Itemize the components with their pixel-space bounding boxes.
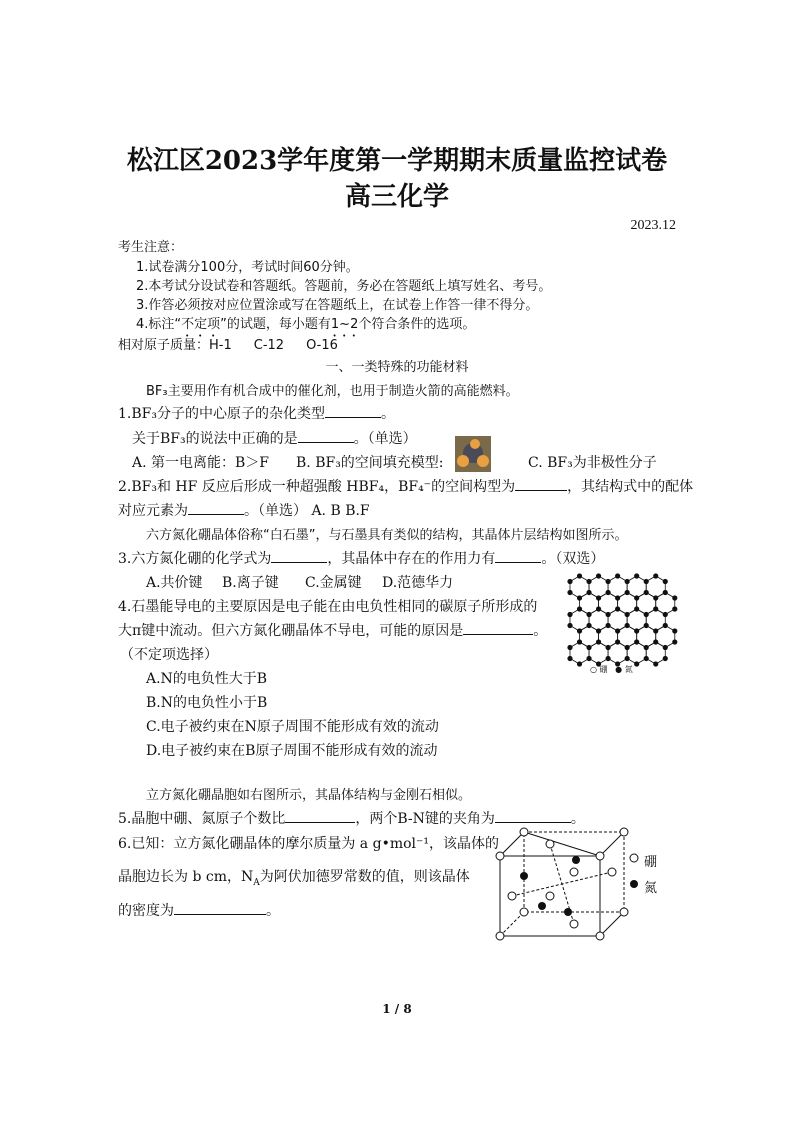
hex-lattice-atom (615, 574, 619, 578)
answer-blank (174, 902, 266, 915)
hex-lattice-ring (580, 626, 599, 648)
hex-lattice-ring (570, 642, 589, 664)
hex-lattice-atom (654, 662, 658, 666)
cubic-bn-unit-cell-diagram (494, 826, 666, 942)
emphasis-text: 不定项 (181, 317, 221, 332)
notice-heading: 考生注意： (118, 240, 184, 255)
question-6-line1: 6.已知：立方氮化硼晶体的摩尔质量为 a g•mol⁻¹，该晶体的 (118, 836, 500, 852)
hex-lattice-ring (627, 642, 646, 664)
question-4-line1: 4.石墨能导电的主要原因是电子能在由电负性相同的碳原子所形成的 (118, 599, 538, 615)
q4-option-a: A.N的电负性大于B (146, 671, 268, 687)
hexagonal-bn-layer-diagram (562, 566, 680, 678)
question-2-line1: 2.BF₃和 HF 反应后形成一种超强酸 HBF₄，BF₄⁻的空间构型为 ，其结构式中的配体 (118, 479, 694, 495)
question-1: 1.BF₃分子的中心原子的杂化类型 。 (118, 406, 395, 422)
q3-option-b: B.离子键 (222, 575, 279, 591)
hex-lattice-ring (608, 609, 627, 631)
answer-blank (285, 810, 355, 823)
bf3-space-filling-model-image (455, 436, 491, 472)
q3-option-a: A.共价键 (146, 575, 203, 591)
hex-lattice-atom (634, 574, 638, 578)
question-4-line2: 大π键中流动。但六方氮化硼晶体不导电，可能的原因是 。 (118, 623, 548, 639)
question-1b: 关于BF₃的说法中正确的是 。（单选） (132, 431, 417, 447)
question-2-line2: 对应元素为 。（单选） A. B B.F (118, 503, 370, 519)
notice-item-2: 2.本考试分设试卷和答题纸。答题前，务必在答题纸上填写姓名、考号。 (136, 279, 552, 294)
hex-lattice-atom (654, 574, 658, 578)
hex-lattice-atom (673, 596, 677, 600)
exam-date: 2023.12 (630, 218, 676, 233)
cube-legend-nitrogen: 氮 (644, 881, 658, 896)
section-intro-2: 六方氮化硼晶体俗称“白石墨”，与石墨具有类似的结构，其晶体片层结构如图所示。 (146, 528, 628, 543)
hex-lattice-ring (627, 609, 646, 631)
hex-lattice-ring (599, 626, 618, 648)
notice-item-4: 4.标注“不定项”的试题，每小题有1~2个符合条件的选项。 (136, 317, 476, 332)
answer-blank (298, 430, 354, 443)
answer-blank (515, 478, 567, 491)
hex-lattice-ring (656, 593, 675, 615)
hex-lattice-atom (577, 662, 581, 666)
hex-lattice-atom (663, 579, 667, 583)
notice-item-3: 3.作答必须按对应位置涂或写在答题纸上，在试卷上作答一律不得分。 (136, 298, 539, 313)
hex-lattice-atom (568, 579, 572, 583)
q4-option-c: C.电子被约束在N原子周围不能形成有效的流动 (146, 719, 439, 735)
hex-lattice-atom (673, 607, 677, 611)
question-3: 3.六方氮化硼的化学式为 ，其晶体中存在的作用力有 。（双选） (118, 551, 605, 567)
cube-legend-boron: 硼 (644, 855, 658, 870)
q1-option-a: A. 第一电离能：B＞F (132, 455, 270, 471)
section-intro-3: 立方氮化硼晶胞如右图所示，其晶体结构与金刚石相似。 (146, 788, 472, 803)
section-intro: BF₃主要用作有机合成中的催化剂，也用于制造火箭的高能燃料。 (146, 384, 519, 399)
hex-lattice-ring (589, 642, 608, 664)
hex-lattice-atom (568, 656, 572, 660)
hex-lattice-atom (568, 612, 572, 616)
hex-lattice-ring (589, 609, 608, 631)
notice-item-1: 1.试卷满分100分，考试时间60分钟。 (136, 260, 359, 275)
answer-blank (463, 622, 533, 635)
hex-lattice-atom (596, 574, 600, 578)
answer-blank (325, 405, 381, 418)
hex-lattice-atom (673, 629, 677, 633)
hex-lattice-atom (568, 590, 572, 594)
hex-lattice-ring (637, 626, 656, 648)
q4-option-d: D.电子被约束在B原子周围不能形成有效的流动 (146, 743, 438, 759)
question-5: 5.晶胞中硼、氮原子个数比 ，两个B-N键的夹角为 。 (118, 811, 585, 827)
q4-option-b: B.N的电负性小于B (146, 695, 268, 711)
hex-lattice-ring (608, 642, 627, 664)
hex-lattice-atom (568, 645, 572, 649)
q1-option-b: B. BF₃的空间填充模型: (296, 455, 444, 471)
hex-legend: ○ 硼 ● 氮 (590, 665, 633, 674)
answer-blank (271, 550, 327, 563)
question-6-line2: 晶胞边长为 b cm，$N_A$为阿伏加德罗常数的值，则该晶体 (118, 869, 470, 888)
question-6-line3: 的密度为 。 (118, 903, 280, 919)
answer-blank (495, 810, 571, 823)
exam-subtitle: 高三化学 (344, 182, 449, 212)
q1-option-c: C. BF₃为非极性分子 (528, 455, 657, 471)
hex-lattice-ring (570, 609, 589, 631)
hex-lattice-atom (568, 623, 572, 627)
hex-lattice-atom (663, 656, 667, 660)
hex-lattice-ring (646, 609, 665, 631)
hex-lattice-ring (618, 593, 637, 615)
hex-lattice-ring (618, 626, 637, 648)
hex-lattice-atom (577, 574, 581, 578)
atomic-mass-line: 相对原子质量：H-1 C-12 O-16 (118, 338, 338, 353)
answer-blank (495, 550, 541, 563)
hex-lattice-ring (637, 593, 656, 615)
hex-lattice-ring (580, 593, 599, 615)
hex-lattice-ring (627, 576, 646, 598)
hex-lattice-ring (646, 576, 665, 598)
hex-lattice-ring (646, 642, 665, 664)
hex-lattice-ring (608, 576, 627, 598)
hex-lattice-ring (599, 593, 618, 615)
question-4-line3: （不定项选择） (120, 647, 218, 663)
exam-title: 松江区2023学年度第一学期期末质量监控试卷 (126, 146, 668, 176)
q3-option-d: D.范德华力 (382, 575, 454, 591)
hex-lattice-ring (656, 626, 675, 648)
section-title: 一、一类特殊的功能材料 (325, 360, 469, 375)
hex-lattice-ring (589, 576, 608, 598)
q3-option-c: C.金属键 (305, 575, 362, 591)
hex-lattice-ring (570, 576, 589, 598)
answer-blank (188, 502, 244, 515)
page-number: 1 / 8 (382, 1002, 412, 1016)
hex-lattice-atom (673, 640, 677, 644)
emphasis-text: 1~2 (330, 317, 359, 332)
hex-lattice-atom (634, 662, 638, 666)
